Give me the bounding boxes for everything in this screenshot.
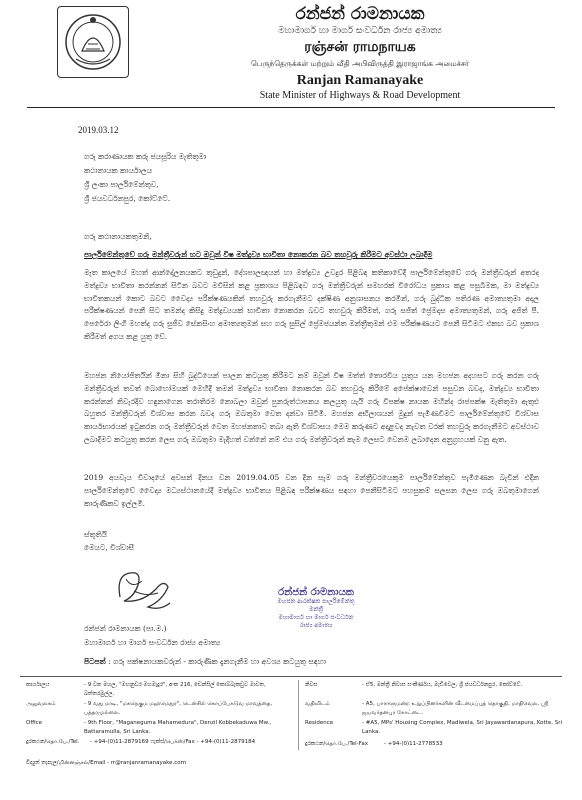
footer-column-divider (298, 680, 299, 750)
closing-line: මෙයට, විශ්වාසී (84, 543, 135, 552)
header-name-sinhala: රන්ජන් රාමනායක (295, 4, 425, 24)
stamp-line: රාජ්‍ය අමාත්‍ය (299, 622, 333, 629)
stamp-name: රන්ජන් රාමනායක (278, 587, 354, 598)
address-line: ශ්‍රී ලංකා පාර්ලිමේන්තුව, (84, 180, 159, 189)
letter-subject: පාර්ලිමේන්තුවේ ගරු මන්ත්‍රීවරුන් හට ඔවුන් විෂ මත්ද්‍රව්‍ය භාවිතා නොකරන බව තහවුරු කිරීමට අවස්ථා ලබාදීම (84, 250, 433, 259)
stamp-line: මහාමාර්ග හා මාර්ග සංවර්ධන (278, 614, 354, 621)
address-line: ශ්‍රී ජයවර්ධනපුර, කෝට්ටේ. (84, 194, 171, 203)
footer-value: - 9 වන මහල, "මහනුවර මහමැදුර", අංක 216, ඩෙන්සිල් කොබ්බෑකඩුව මාවත, බත්තරමුල්ල. (84, 682, 266, 697)
letter-date: 2019.03.12 (78, 125, 119, 135)
footer-label: அலுவலகம் (26, 701, 56, 707)
official-stamp (256, 587, 356, 630)
cc-line (84, 657, 326, 667)
address-line: ගරු කරාණායක කරු ජයසූරිය මැතිතුමා (84, 152, 207, 161)
address-line: කථානායක කාර්යාලය (84, 166, 153, 175)
footer-label: නිවස (305, 682, 318, 688)
header-title-english: State Minister of Highways & Road Development (259, 90, 461, 101)
footer-value: - +94-(0)11-2778533 (384, 741, 443, 747)
footer-label: Residence (305, 720, 334, 726)
body-paragraph: 2019 අයවැය විවාදයේ අවසන් දිනය වන 2019.04.05 වන දින සැම ගරු මන්ත්‍රීවරයෙකුම පාර්ලිමේන්තුව පැමිණෙන බැවින් එදින පාර්ලිමේන්තුවේ වෛද්‍ය මධ්‍යස්ථානයේදී මත්ද්‍රව්‍ය භාවිතය පිළිබඳ පරීක්ෂණය සඳහා පෙනීසිටීමට පහසුකම් සලසන ලෙස ගරු ඔබතුමාගෙන් කාරුණිකව ඉල්ලමි. (84, 473, 539, 508)
sri-lanka-emblem-icon (57, 6, 129, 78)
salutation: ගරු කථානායකතුමනි, (84, 232, 152, 241)
footer-value: - A5, பாராளுமன்ற உறுப்பினர்களின் வீடமைப்புத் தொகுதி, மாதிவெல, ஸ்ரீ ஜயவர்தனபுர கோட்டை. (362, 701, 549, 716)
signature-mark (112, 567, 176, 617)
closing-line: ස්තූතියි (84, 530, 107, 539)
footer-label: Office (26, 720, 43, 726)
footer-value: - #A5, MPs' Housing Complex, Madiwela, Sri Jayawardanapura, Kotte, Sri Lanka. (362, 720, 563, 735)
footer-email-row (26, 760, 406, 767)
closing (84, 528, 134, 554)
cc-label: පිටපත් (84, 657, 106, 666)
signatory-title: මහාමාර්ග හා මාර්ග සංවර්ධන රාජ්‍ය අමාත්‍ය (84, 638, 221, 647)
signatory-block (84, 622, 221, 650)
body-paragraph: මහජන නියෝජිතයින් මිනා සිහි බුද්ධියෙන් පාලන කටයුතු කිරීමට නම් ඔවුන් විෂ මත්ත් තොරවිය යුතුය යන මහජන අදහසට ගරු කරන ගරු මන්ත්‍රීවරුන් තවත් බොහෝමයක් මෙහිදී තමන් මත්ද්‍රව්‍ය භාවිතා නොකරන බව තහවුරු කිරීමේ අපේක්ෂාවෙන් පසුවන බවද, මත්ද්‍රව්‍ය භාවිතා කරන්නන් නිවැරදිව හඳුනාගෙන තරාතිරම නොබලා ඔවුන් පුනරුත්ථාපනය කලයුතු යැයි ගරු විපක්ෂ නායක මහින්ද රාජපක්ෂ මැතිතුමා ඇතුළු බහුතර මන්ත්‍රීවරුන් විශ්වාස කරන බවද ගරු ඔබතුමා වෙත දන්වා සිටිමි. මහජන අභිලාශයන් මුදුන් පැමිණවීමට පාර්ලිමේන්තුවේ විශ්වාස කාර්යභාරයක් ඉටුකරන ගරු මන්ත්‍රීවරුන් වෙත මහජනතාව තබා ඇති විශ්වාසය මෙම කරුණට අදාළවද නැවත වරක් තහවුරු කරගැනීමට අවස්ථාව ලබාදීමට කටයුතු කරන ලෙස ගරු ඔබතුමා මැදිහත් වන්නේ නම් එය ගරු මන්ත්‍රීවරුන් කැම ලෙසට වෙනම ලබාදෙන අනුග්‍රහයක් වනු ඇත. (84, 371, 539, 444)
footer-value: - 9th Floor, "Maganeguma Mahamedura", Denzil Kobbekaduwa Mw., Battaramulla, Sri Lanka. (84, 720, 272, 735)
body-paragraph: මෑත කාලයේ මහත් ආන්දෝලනයකට තුඩුදුන්, දේශපාලඥයන් හා මත්ද්‍රව්‍ය උවදුර පිළිබඳ කතිකාවේදී පාර්ලිමේන්තුවේ ගරු මන්ත්‍රීවරුන් අතරද මත්ද්‍රව්‍ය භාවිතා කරන්නන් සිටින බවට මවිසින් කළ ප්‍රකාශය පිළිබඳව ගරු මන්ත්‍රීවරුන් සමහරක් විරෝධය ප්‍රකාශ කළ පසුබිමක, මා මත්ද්‍රව්‍ය භාවිතකයන් කොට බවට වෛද්‍ය පරීක්ෂණයකින් තහවුරු කරගැනීමට දක්ෂිණ අනුශාසනය කරමින්, ගරු බුද්ධික පතිරණ අමාත්‍යතුමා අදාල පරීක්ෂණයන් පෙනී සිට තමන්ද කිසිදු මත්ද්‍රව්‍යයක් භාවිතා නොකරන බවට තහවුරු කිරීමත්, ගරු සජිත් ප්‍රේමදාස අමාත්‍යතුමන්, ගරු අජිත් පී. පෙරේරා ලිංගි මහත්ද ගරු සුජීව සේනසිංහ අමාත්‍යතුමන් සහ ගරු සුසිල් ප්‍රේමජයන්ත මන්ත්‍රීතුමන් එම පරීක්ෂණයට පෙනී සිටීමට එකඟ බව ප්‍රකාශ කිරීමත් අගය කළ යුතු වේ. (84, 268, 539, 341)
footer-value: - 9 வது மாடி, "மகநெகும மஹமெதுர", டென்சில் கொப்பேகடுவ மாவத்தை, பத்தரமுல்லை. (84, 701, 273, 716)
footer-value: - +94-(0)11-2879169 ෆැක්ස්/பெக்ஸ்/Fax - +94-(0)11-2879184 (90, 739, 256, 745)
header-title-tamil: பெருந்தெருக்கள் மற்றும் வீதி அபிவிருத்தி இராஜாங்க அமைச்சர் (251, 59, 469, 68)
footer-label: දුරකථන/தொ.பே./Tel-Fax (305, 741, 368, 747)
recipient-address (84, 150, 206, 206)
header-name-english: Ranjan Ramanayake (296, 73, 424, 88)
footer-label: දුරකථන/தொ.பே./Tel. (26, 739, 80, 745)
header-divider (27, 107, 555, 108)
footer-value: - ඒ5, මන්ත්‍රී නිවාස සංකීර්ණය, මැඩිවෙල, ශ්‍රී ජයවර්ධනපුර, කෝට්ටේ. (362, 682, 523, 688)
email-address[interactable]: - rr@ranjanramanayake.com (107, 760, 186, 766)
footer-label: வதிவிடம் (305, 701, 330, 707)
cc-text: : ගරු පක්ෂනායකවරුන් - කාරුණික දැනගැනීම හා අවශ්‍ය කටයුතු සඳහා (108, 657, 326, 666)
email-label: විද්‍යුත් තැපැල/மின்னஞ்சல்/Email (26, 760, 106, 766)
footer-divider (20, 676, 562, 677)
header-title-sinhala: මහාමාර්ග හා මාර්ග සංවර්ධන රාජ්‍ය අමාත්‍ය (278, 26, 442, 36)
footer-label: කාර්යාලය (26, 682, 50, 688)
stamp-line: මහජන ආරක්ෂක පාර්ලිමේන්තු මන්ත්‍රී (277, 598, 355, 613)
header-name-tamil: ரஞ்சன் ராமநாயக (304, 39, 416, 55)
signatory-name: රන්ජන් රාමනායක (පා.ම.) (84, 624, 167, 633)
